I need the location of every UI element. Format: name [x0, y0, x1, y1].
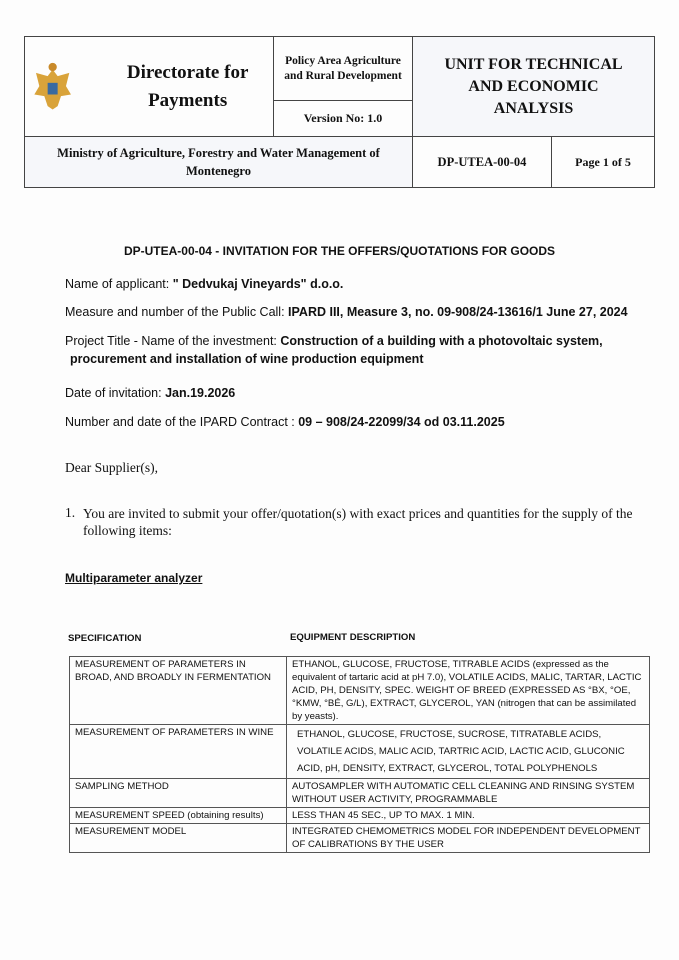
item-text: You are invited to submit your offer/quotation(s) with exact prices and quantities for the supply of the following items:: [83, 506, 633, 538]
contract-field: Number and date of the IPARD Contract : 09 – 908/24-22099/34 od 03.11.2025: [65, 415, 505, 429]
project-title-cont: procurement and installation of wine production equipment: [70, 352, 424, 366]
ministry: Ministry of Agriculture, Forestry and Water Management of Montenegro: [24, 136, 413, 188]
coat-of-arms-icon: [31, 56, 74, 118]
table-row: MEASUREMENT OF PARAMETERS IN BROAD, AND BROADLY IN FERMENTATION ETHANOL, GLUCOSE, FRUCTOSE, TITRABLE ACIDS (expressed as the equivalent of tartaric acid at pH 7.0), VOLATILE ACIDS, MALIC, TARTAR, LACTIC ACID, PH, DENSITY, SPEC. WEIGHT OF BREED (EXPRESSED AS °BX, °OE, °KMW, °BÉ, G/L), EXTRACT, GLYCEROL, YAN (nitrogen that can be assimilated by yeasts).: [70, 657, 650, 725]
unit-name: UNIT FOR TECHNICAL AND ECONOMIC ANALYSIS: [412, 36, 655, 137]
table-row: MEASUREMENT OF PARAMETERS IN WINE ETHANOL, GLUCOSE, FRUCTOSE, SUCROSE, TITRATABLE ACIDS, VOLATILE ACIDS, MALIC ACID, TARTRIC ACID, LACTIC ACID, GLUCONIC ACID, pH, DENSITY, EXTRACT, GLYCEROL, TOTAL POLYPHENOLS: [70, 725, 650, 779]
item-number: 1.: [65, 505, 76, 520]
invitation-date-field: Date of invitation: Jan.19.2026: [65, 386, 236, 400]
spec-table: [69, 656, 650, 853]
salutation: Dear Supplier(s),: [65, 460, 158, 475]
project-title-field: Project Title - Name of the investment: Construction of a building with a photovoltaic system,: [65, 334, 603, 348]
table-row: MEASUREMENT MODEL INTEGRATED CHEMOMETRICS MODEL FOR INDEPENDENT DEVELOPMENT OF CALIBRATIONS BY THE USER: [70, 824, 650, 853]
org-name: Directorate for Payments: [126, 61, 249, 111]
spec-header: SPECIFICATION: [68, 633, 142, 644]
public-call-field: Measure and number of the Public Call: IPARD III, Measure 3, no. 09-908/24-13616/1 June 27, 2024: [65, 305, 628, 319]
page-number: Page 1 of 5: [551, 136, 655, 188]
version: Version No: 1.0: [273, 100, 413, 137]
doc-code: DP-UTEA-00-04: [412, 136, 552, 188]
table-row: MEASUREMENT SPEED (obtaining results) LESS THAN 45 SEC., UP TO MAX. 1 MIN.: [70, 808, 650, 824]
policy-area: Policy Area Agriculture and Rural Development: [273, 36, 413, 101]
table-row: SAMPLING METHOD AUTOSAMPLER WITH AUTOMATIC CELL CLEANING AND RINSING SYSTEM WITHOUT USER ACTIVITY, PROGRAMMABLE: [70, 779, 650, 808]
document-title: DP-UTEA-00-04 - INVITATION FOR THE OFFERS/QUOTATIONS FOR GOODS: [123, 244, 556, 258]
applicant-field: Name of applicant: " Dedvukaj Vineyards" d.o.o.: [65, 277, 344, 291]
org-cell: [24, 36, 274, 137]
description-header: EQUIPMENT DESCRIPTION: [290, 632, 416, 643]
section-title: Multiparameter analyzer: [65, 571, 203, 585]
